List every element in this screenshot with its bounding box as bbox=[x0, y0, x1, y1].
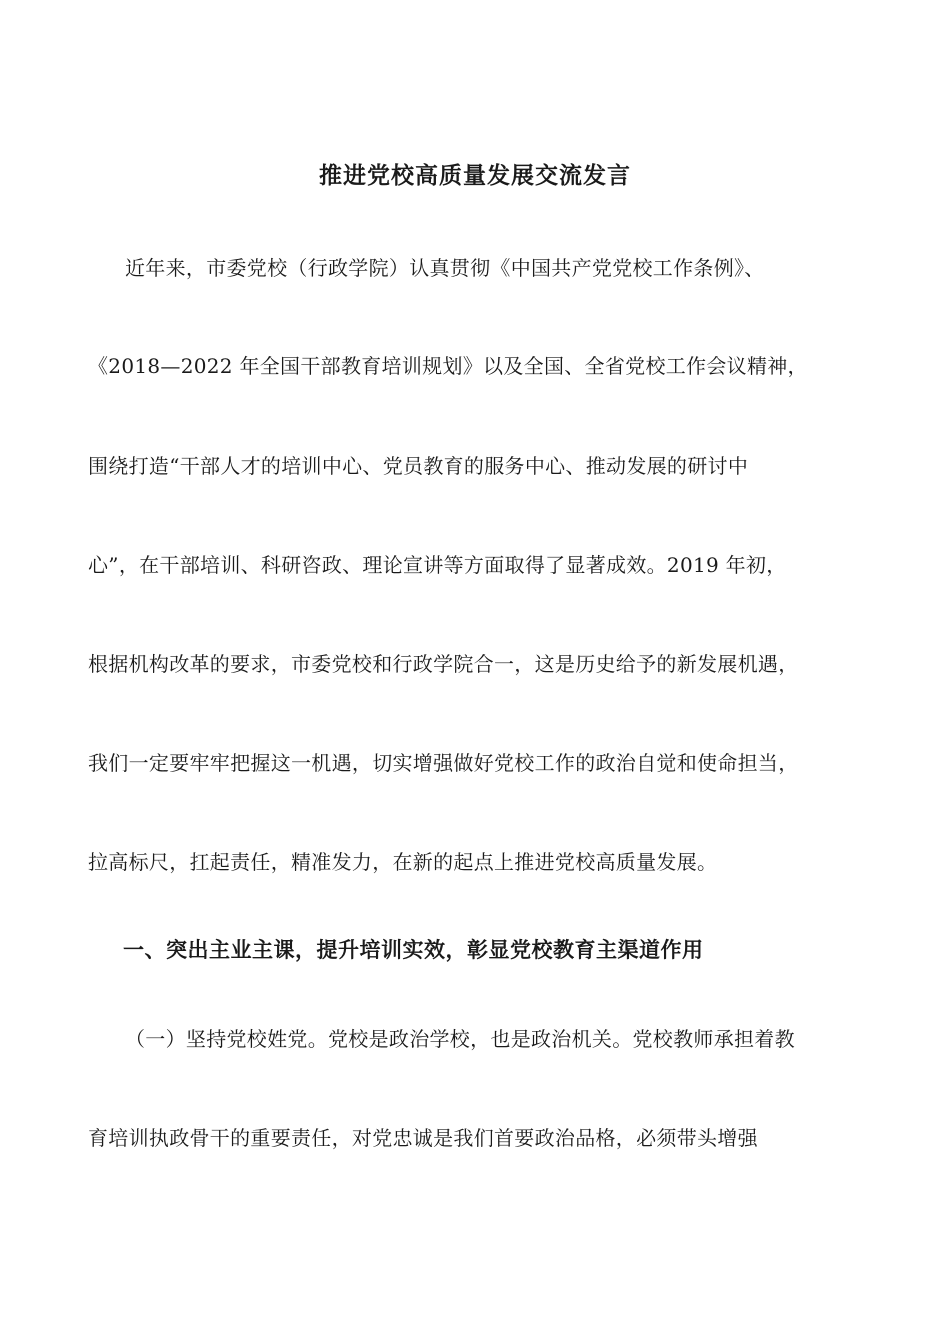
paragraph-line: 拉高标尺，扛起责任，精准发力，在新的起点上推进党校高质量发展。 bbox=[88, 850, 718, 874]
paragraph-line: 近年来，市委党校（行政学院）认真贯彻《中国共产党党校工作条例》、 bbox=[125, 256, 765, 280]
section-heading: 一、突出主业主课，提升培训实效，彰显党校教育主渠道作用 bbox=[123, 937, 704, 962]
paragraph-line: （一）坚持党校姓党。党校是政治学校，也是政治机关。党校教师承担着教 bbox=[125, 1027, 795, 1051]
paragraph-line: 根据机构改革的要求，市委党校和行政学院合一，这是历史给予的新发展机遇， bbox=[88, 652, 799, 676]
paragraph-line: 我们一定要牢牢把握这一机遇，切实增强做好党校工作的政治自觉和使命担当， bbox=[88, 751, 799, 775]
paragraph-line: 围绕打造“干部人才的培训中心、党员教育的服务中心、推动发展的研讨中 bbox=[88, 454, 749, 478]
paragraph-line: 《2018—2022 年全国干部教育培训规划》以及全国、全省党校工作会议精神， bbox=[88, 354, 808, 378]
paragraph-line: 育培训执政骨干的重要责任，对党忠诚是我们首要政治品格，必须带头增强 bbox=[88, 1126, 758, 1150]
document-title: 推进党校高质量发展交流发言 bbox=[319, 162, 631, 189]
paragraph-line: 心”，在干部培训、科研咨政、理论宣讲等方面取得了显著成效。2019 年初， bbox=[88, 553, 787, 577]
